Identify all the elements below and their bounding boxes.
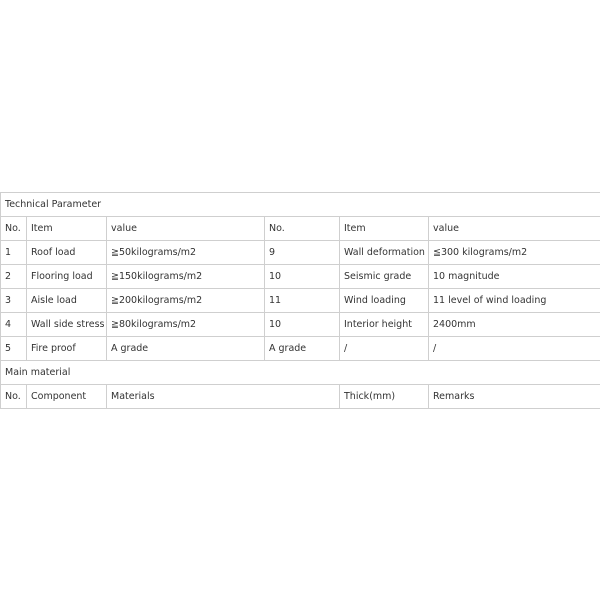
main-material-title-row xyxy=(1,361,600,385)
table-cell: Wall side stress xyxy=(27,313,107,337)
table-cell: ≧150kilograms/m2 xyxy=(107,265,265,289)
table-cell: ≧200kilograms/m2 xyxy=(107,289,265,313)
table-cell: Fire proof xyxy=(27,337,107,361)
main-material-header-row xyxy=(1,385,600,409)
technical-parameter-title: Technical Parameter xyxy=(1,193,600,217)
table-cell: A grade xyxy=(107,337,265,361)
header-cell: No. xyxy=(1,385,27,409)
header-cell: Thick(mm) xyxy=(340,385,429,409)
table-cell: Interior height xyxy=(340,313,429,337)
technical-parameter-header-row xyxy=(1,217,600,241)
table-cell: 4 xyxy=(1,313,27,337)
table-cell: Wall deformation xyxy=(340,241,429,265)
table-cell: 11 xyxy=(265,289,340,313)
table-cell: 10 magnitude xyxy=(429,265,600,289)
table-cell: 10 xyxy=(265,313,340,337)
table-cell: 5 xyxy=(1,337,27,361)
table-cell: A grade xyxy=(265,337,340,361)
header-cell: Materials xyxy=(107,385,340,409)
table-cell: ≧50kilograms/m2 xyxy=(107,241,265,265)
table-cell: 3 xyxy=(1,289,27,313)
header-cell: Remarks xyxy=(429,385,600,409)
table-row xyxy=(1,289,600,313)
table-cell: 9 xyxy=(265,241,340,265)
table-cell: 1 xyxy=(1,241,27,265)
header-cell: No. xyxy=(265,217,340,241)
table-row xyxy=(1,265,600,289)
technical-parameter-title-row xyxy=(1,193,600,217)
main-material-title: Main material xyxy=(1,361,600,385)
table-cell: Roof load xyxy=(27,241,107,265)
table-cell: ≧80kilograms/m2 xyxy=(107,313,265,337)
table-row xyxy=(1,241,600,265)
header-cell: Item xyxy=(340,217,429,241)
table-row xyxy=(1,337,600,361)
table-cell: / xyxy=(429,337,600,361)
spec-table xyxy=(0,192,600,409)
table-cell: Aisle load xyxy=(27,289,107,313)
table-cell: Flooring load xyxy=(27,265,107,289)
table-cell: Wind loading xyxy=(340,289,429,313)
header-cell: Component xyxy=(27,385,107,409)
header-cell: No. xyxy=(1,217,27,241)
table-cell: 2400mm xyxy=(429,313,600,337)
header-cell: value xyxy=(107,217,265,241)
table-row xyxy=(1,313,600,337)
table-cell: 2 xyxy=(1,265,27,289)
table-cell: Seismic grade xyxy=(340,265,429,289)
table-cell: 10 xyxy=(265,265,340,289)
header-cell: value xyxy=(429,217,600,241)
header-cell: Item xyxy=(27,217,107,241)
table-cell: 11 level of wind loading xyxy=(429,289,600,313)
table-cell: ≦300 kilograms/m2 xyxy=(429,241,600,265)
table-cell: / xyxy=(340,337,429,361)
